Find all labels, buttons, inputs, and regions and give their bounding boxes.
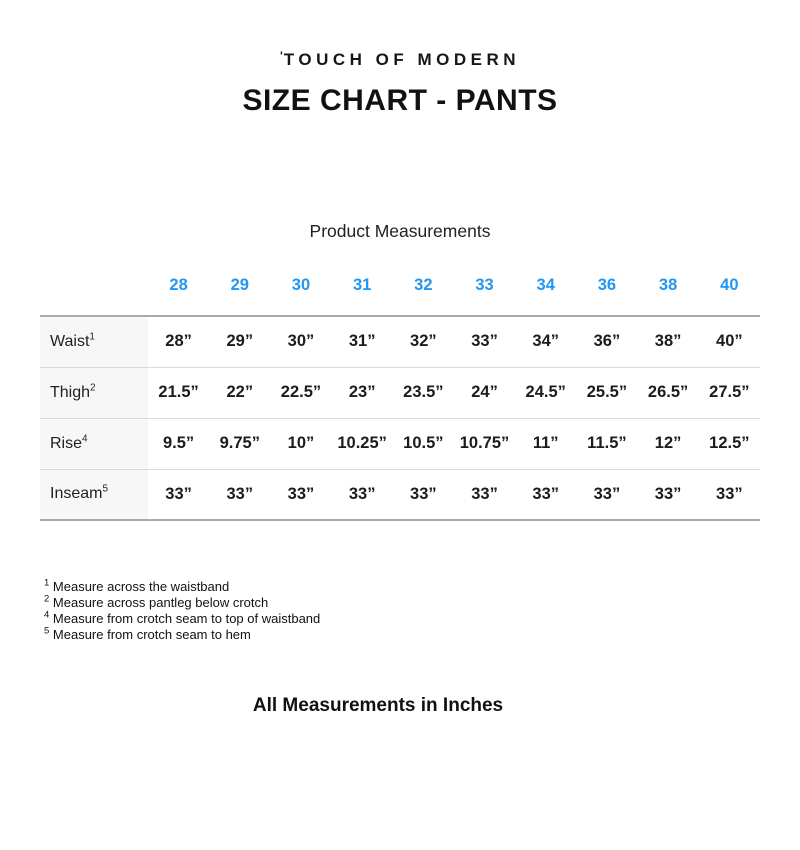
measurement-cell: 24.5” xyxy=(525,383,566,401)
size-header-cell: 29 xyxy=(230,276,249,294)
row-label: Thigh$^2$ xyxy=(40,367,148,418)
footnote-line: $^5$ Measure from crotch seam to hem xyxy=(44,625,251,642)
table-row xyxy=(40,418,760,469)
size-chart-table xyxy=(40,276,760,521)
measurement-cell: 23” xyxy=(348,383,376,401)
size-header-cell: 32 xyxy=(414,276,433,294)
measurement-cell: 25.5” xyxy=(586,383,628,401)
footnote-line: $^2$ Measure across pantleg below crotch xyxy=(44,593,269,610)
measurement-cell: 33” xyxy=(532,484,560,503)
measurement-cell: 33” xyxy=(654,484,682,503)
measurement-cell: 33” xyxy=(348,484,376,503)
size-header-corner xyxy=(40,276,148,316)
measurement-cell: 33” xyxy=(410,484,437,503)
measurement-cell: 10.75” xyxy=(459,434,510,452)
measurement-cell: 33” xyxy=(287,484,315,503)
size-header-cell: 40 xyxy=(720,276,739,294)
size-header-cell: 28 xyxy=(169,276,188,294)
brand-logo xyxy=(0,50,800,70)
size-header-cell: 30 xyxy=(291,276,311,294)
measurement-cell: 10.5” xyxy=(403,434,444,452)
measurement-cell: 10” xyxy=(287,434,315,452)
measurement-cell: 33” xyxy=(226,484,254,503)
size-header-cell: 31 xyxy=(352,276,372,294)
size-header-cell: 33 xyxy=(475,276,494,294)
size-header-cell: 38 xyxy=(658,276,678,294)
footer-note-wrap xyxy=(0,695,756,717)
measurement-cell: 23.5” xyxy=(403,383,444,401)
measurement-cell: 9.5” xyxy=(163,434,195,452)
measurement-cell: 22.5” xyxy=(280,383,322,401)
measurement-cell: 11.5” xyxy=(587,434,627,452)
measurement-cell: 24” xyxy=(471,383,498,401)
measurement-cell: 30” xyxy=(287,332,315,351)
measurement-cell: 31” xyxy=(348,332,376,351)
measurement-cell: 28” xyxy=(165,332,192,351)
measurement-cell: 33” xyxy=(471,484,498,503)
measurement-cell: 40” xyxy=(716,332,743,351)
page-title: SIZE CHART - PANTS xyxy=(242,84,558,117)
size-header-row xyxy=(40,276,760,316)
measurement-cell: 34” xyxy=(532,332,560,351)
measurement-cell: 33” xyxy=(716,484,743,503)
footnote-line: $^4$ Measure from crotch seam to top of waistband xyxy=(44,609,321,626)
measurement-cell: 12” xyxy=(654,434,682,452)
section-title: Product Measurements xyxy=(309,221,491,241)
logo-tick-mark: ' xyxy=(279,49,284,63)
measurement-cell: 33” xyxy=(165,484,192,503)
measurement-cell: 21.5” xyxy=(158,383,199,401)
measurement-cell: 29” xyxy=(226,332,254,351)
measurement-cell: 36” xyxy=(593,332,621,351)
measurement-cell: 33” xyxy=(471,332,498,351)
row-label: Rise$^4$ xyxy=(40,418,148,469)
brand-logo-text: TOUCH OF MODERN xyxy=(283,50,521,69)
footnotes xyxy=(44,579,800,643)
table-row xyxy=(40,367,760,418)
measurement-cell: 27.5” xyxy=(709,383,750,401)
table-row xyxy=(40,469,760,520)
size-header-cell: 34 xyxy=(536,276,555,294)
measurement-cell: 11” xyxy=(532,434,559,452)
measurements-body xyxy=(40,316,760,520)
measurement-cell: 26.5” xyxy=(647,383,689,401)
row-label: Inseam$^5$ xyxy=(40,469,148,520)
footnote-line: $^1$ Measure across the waistband xyxy=(44,577,230,594)
measurement-cell: 12.5” xyxy=(709,434,750,452)
measurement-cell: 38” xyxy=(654,332,682,351)
measurement-cell: 10.25” xyxy=(337,434,387,452)
table-row xyxy=(40,316,760,367)
size-header-cell: 36 xyxy=(597,276,617,294)
measurement-cell: 22” xyxy=(226,383,254,401)
measurement-cell: 9.75” xyxy=(219,434,260,452)
measurement-cell: 33” xyxy=(593,484,621,503)
footer-note: All Measurements in Inches xyxy=(252,695,504,716)
measurement-cell: 32” xyxy=(410,332,437,351)
row-label: Waist$^1$ xyxy=(40,316,148,367)
